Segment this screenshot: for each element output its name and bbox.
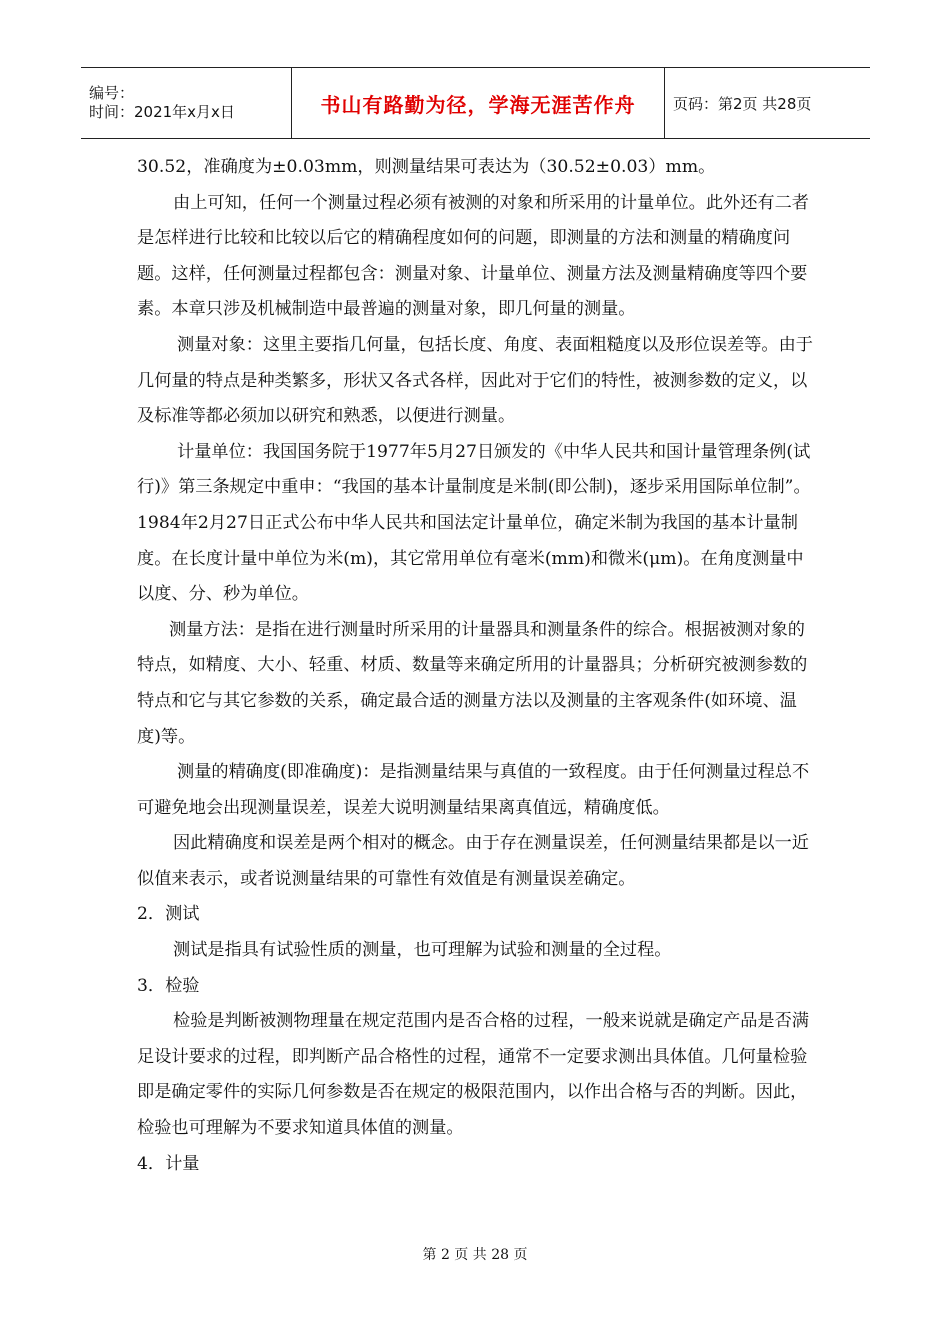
header-motto-cell <box>291 68 665 138</box>
section-heading: 4．计量 <box>137 1153 200 1174</box>
header-meta <box>81 68 291 138</box>
paragraph: 由上可知，任何一个测量过程必须有被测的对象和所采用的计量单位。此外还有二者是怎样进行比较和比较以后它的精确程度如何的问题，即测量的方法和测量的精确度问题。这样，任何测量过程都包含：测量对象、计量单位、测量方法及测量精确度等四个要素。本章只涉及机械制造中最普遍的测量对象，即几何量的测量。 <box>137 192 809 320</box>
paragraph: 测试是指具有试验性质的测量，也可理解为试验和测量的全过程。 <box>173 940 672 961</box>
time-label: 时间：2021年x月x日 <box>89 103 235 121</box>
document-body <box>137 150 817 1182</box>
paragraph: 因此精确度和误差是两个相对的概念。由于存在测量误差，任何测量结果都是以一近似值来表示，或者说测量结果的可靠性有效值是有测量误差确定。 <box>137 833 809 889</box>
header-page-cell <box>665 68 870 138</box>
page-header <box>81 67 870 139</box>
section-heading: 2．测试 <box>137 904 200 925</box>
page-footer: 第 2 页 共 28 页 <box>422 1247 528 1263</box>
page-label: 页码：第2页 共28页 <box>673 94 812 113</box>
paragraph: 测量的精确度(即准确度)：是指测量结果与真值的一致程度。由于任何测量过程总不可避免地会出现测量误差，误差大说明测量结果离真值远，精确度低。 <box>137 762 810 818</box>
paragraph: 计量单位：我国国务院于1977年5月27日颁发的《中华人民共和国计量管理条例(试行)》第三条规定中重申：“我国的基本计量制度是米制(即公制)，逐步采用国际单位制”。1984年2月27日正式公布中华人民共和国法定计量单位，确定米制为我国的基本计量制度。在长度计量中单位为米(m)，其它常用单位有毫米(mm)和微米(μm)。在角度测量中以度、分、秒为单位。 <box>137 441 811 605</box>
paragraph: 30.52，准确度为±0.03mm，则测量结果可表达为（30.52±0.03）mm。 <box>137 157 716 177</box>
paragraph: 测量对象：这里主要指几何量，包括长度、角度、表面粗糙度以及形位误差等。由于几何量的特点是种类繁多，形状又各式各样，因此对于它们的特性，被测参数的定义，以及标准等都必须加以研究和熟悉，以便进行测量。 <box>137 334 813 427</box>
code-label: 编号： <box>89 84 135 102</box>
paragraph: 检验是判断被测物理量在规定范围内是否合格的过程，一般来说就是确定产品是否满足设计要求的过程，即判断产品合格性的过程，通常不一定要求测出具体值。几何量检验即是确定零件的实际几何参数是否在规定的极限范围内，以作出合格与否的判断。因此，检验也可理解为不要求知道具体值的测量。 <box>137 1011 809 1139</box>
section-heading: 3．检验 <box>137 975 200 996</box>
paragraph: 测量方法：是指在进行测量时所采用的计量器具和测量条件的综合。根据被测对象的特点，如精度、大小、轻重、材质、数量等来确定所用的计量器具；分析研究被测参数的特点和它与其它参数的关系，确定最合适的测量方法以及测量的主客观条件(如环境、温度)等。 <box>137 619 808 747</box>
motto: 书山有路勤为径，学海无涯苦作舟 <box>320 92 636 117</box>
